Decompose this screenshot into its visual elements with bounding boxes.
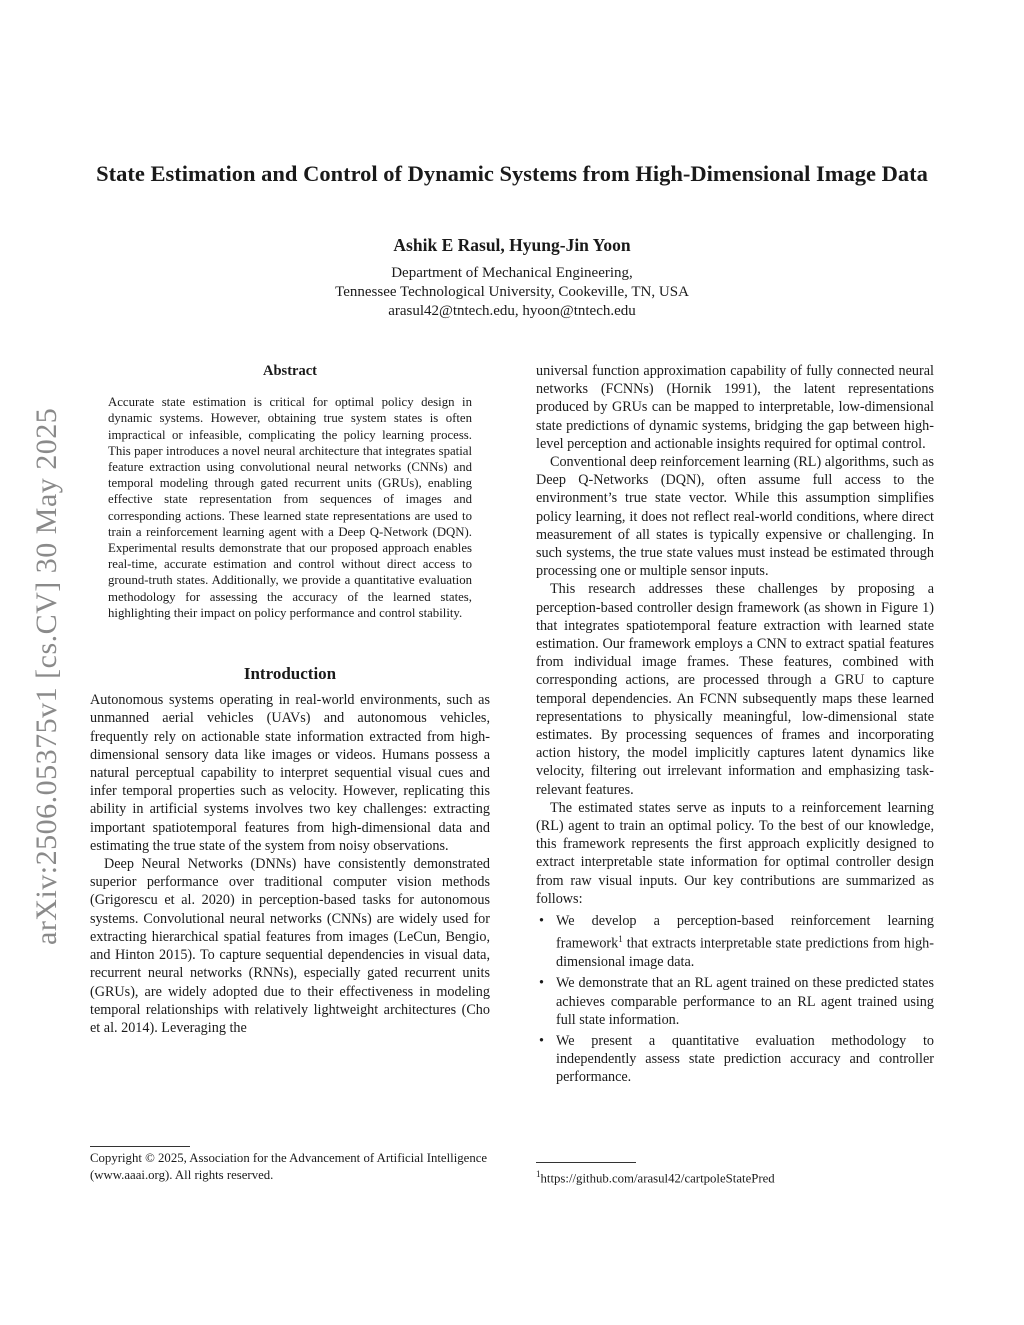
footnote-rule	[536, 1162, 636, 1163]
footnote-marker[interactable]: 1	[618, 934, 623, 945]
bullet-icon: •	[539, 975, 544, 992]
paper-title: State Estimation and Control of Dynamic Systems from High-Dimensional Image Data	[96, 161, 928, 186]
abstract-heading: Abstract	[263, 363, 317, 379]
introduction-heading: Introduction	[243, 664, 337, 684]
arxiv-side-stamp: arXiv:2506.05375v1 [cs.CV] 30 May 2025	[30, 407, 63, 945]
contributions-list	[536, 912, 934, 1087]
intro-paragraph-2: Deep Neural Networks (DNNs) have consistently demonstrated superior performance over traditional computer vision methods (Grigorescu et al. 2020) in perception-based tasks for autonomous systems. Convolutional neural networks (CNNs) are widely used for extracting hierarchical spatial features from images (LeCun, Bengio, and Hinton 2015). To capture sequential dependencies in visual data, recurrent neural networks (RNNs), especially gated recurrent units (GRUs), are widely adopted due to their effectiveness in modeling temporal relationships with relatively lightweight architectures (Cho et al. 2014). Leveraging the	[90, 856, 490, 1036]
copyright-text: Copyright © 2025, Association for the Advancement of Artificial Intelligence (www.aaai.org). All rights reserved.	[90, 1151, 488, 1182]
affiliation-block	[80, 264, 944, 321]
copyright-notice	[90, 1140, 490, 1183]
list-item: • We develop a perception-based reinforcement learning framework$^1$ that extracts interpretable state predictions from high-dimensional image data.	[539, 913, 934, 971]
intro-paragraph-4: This research addresses these challenges by proposing a perception-based controller design framework (as shown in Figure 1) that integrates spatiotemporal feature extraction with learned state estimation. Our framework employs a CNN to extract spatial features from individual image frames. These features, combined with corresponding actions, are processed through a GRU to capture temporal dependencies. An FCNN subsequently maps these learned representations to physically meaningful, low-dimensional state estimates. By processing sequences of frames and incorporating action history, the model implicitly captures latent dynamics like velocity, filtering out irrelevant information and emphasizing task-relevant features.	[536, 581, 934, 798]
intro-paragraph-1: Autonomous systems operating in real-world environments, such as unmanned aerial vehicles (UAVs) and autonomous vehicles, frequently rely on actionable state information extracted from high-dimensional sensory data like images or videos. Humans possess a natural perceptual capability to interpret sequential visual cues and infer temporal properties such as velocity. However, replicating this ability in artificial systems involves two key challenges: extracting important spatiotemporal features from high-dimensional data and estimating the true state of the system from noisy observations.	[90, 692, 490, 854]
list-item: • We demonstrate that an RL agent trained on these predicted states achieves comparable performance to an RL agent trained using full state information.	[539, 975, 934, 1028]
left-column	[90, 362, 490, 1037]
list-item: • We present a quantitative evaluation methodology to independently assess state prediction accuracy and controller performance.	[539, 1033, 934, 1086]
footnote-rule	[90, 1146, 190, 1147]
intro-paragraph-3: Conventional deep reinforcement learning (RL) algorithms, such as Deep Q-Networks (DQN), often assume full access to the environment’s true state vector. While this assumption simplifies policy learning, it does not reflect real-world conditions, where direct measurement of all states is typically expensive or challenging. In such systems, the true state values must instead be estimated through processing one or multiple sensor inputs.	[536, 454, 934, 580]
bullet-icon: •	[539, 1033, 544, 1050]
paper-authors: Ashik E Rasul, Hyung-Jin Yoon	[393, 235, 631, 255]
intro-paragraph-5: The estimated states serve as inputs to a reinforcement learning (RL) agent to train an optimal policy. To the best of our knowledge, this framework represents the first approach explicitly designed to extract interpretable state information for optimal controller design from raw visual inputs. Our key contributions are summarized as follows:	[536, 799, 934, 907]
footnote-number: 1	[536, 1169, 541, 1179]
bullet-icon: •	[539, 913, 544, 930]
abstract-text: Accurate state estimation is critical for optimal policy design in dynamic systems. However, obtaining true system states is often impractical or infeasible, complicating the policy learning process. This paper introduces a novel neural architecture that integrates spatial feature extraction using convolutional neural networks (CNNs) and temporal modeling through gated recurrent units (GRUs), enabling effective state representation from sequences of images and corresponding actions. These learned state representations are used to train a reinforcement learning agent with a Deep Q-Network (DQN). Experimental results demonstrate that our proposed approach enables real-time, accurate estimation and control without direct access to ground-truth states. Additionally, we provide a quantitative evaluation methodology for assessing the accuracy of the learned states, highlighting their impact on policy performance and control stability.	[108, 395, 472, 620]
footnote-link[interactable]: https://github.com/arasul42/cartpoleStatePred	[540, 1171, 775, 1186]
right-column	[536, 362, 934, 1090]
author-emails[interactable]: arasul42@tntech.edu, hyoon@tntech.edu	[388, 303, 636, 319]
footnote	[536, 1156, 934, 1186]
affiliation-department: Department of Mechanical Engineering,	[391, 265, 633, 281]
affiliation-university: Tennessee Technological University, Cookeville, TN, USA	[335, 284, 689, 300]
intro-paragraph-2-continued: universal function approximation capability of fully connected neural networks (FCNNs) (Hornik 1991), the latent representations produced by GRUs can be mapped to interpretable, low-dimensional state predictions of dynamic systems, bridging the gap between high-level perception and actionable insights required for optimal control.	[536, 363, 934, 452]
